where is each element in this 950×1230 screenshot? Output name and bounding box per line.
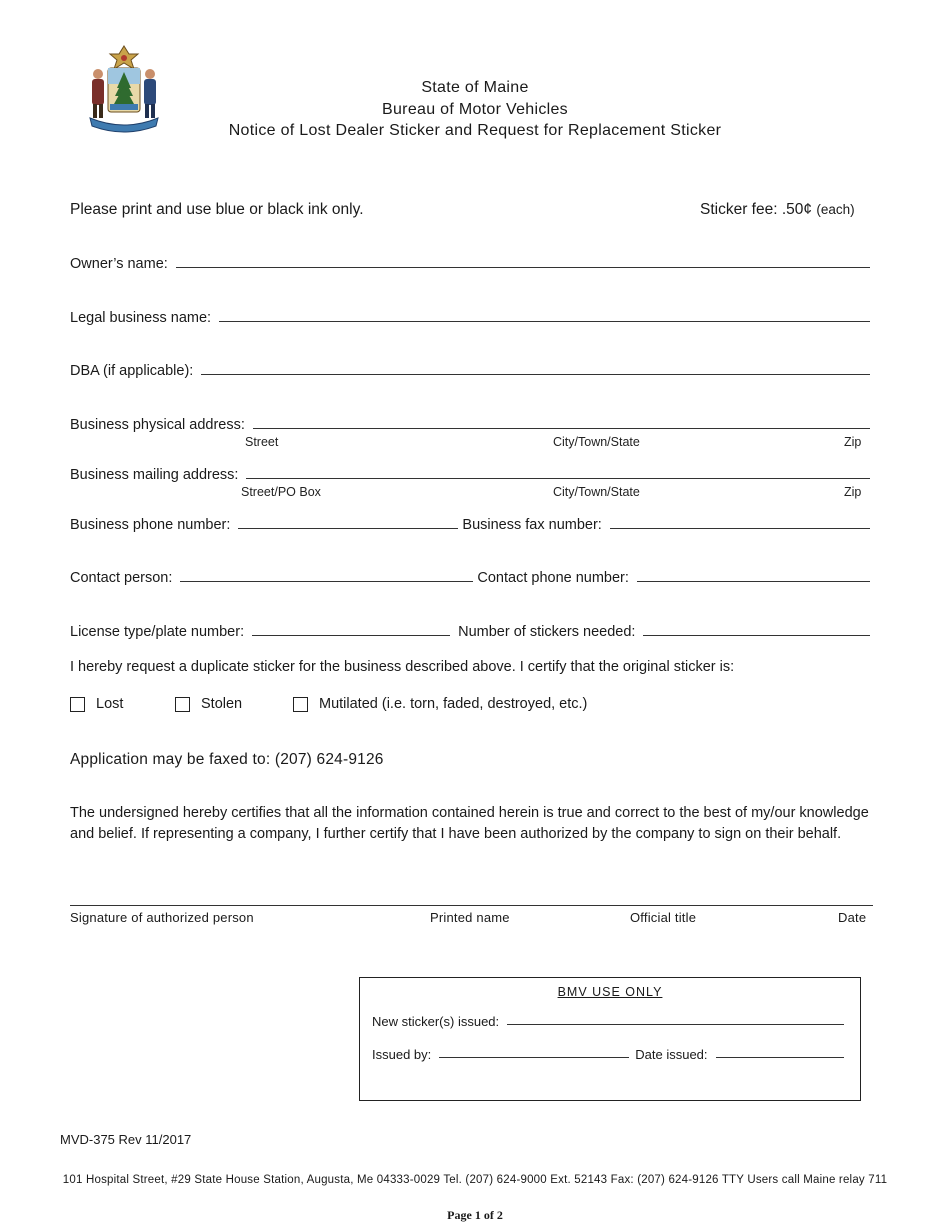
legal-business-name-label: Legal business name: — [70, 310, 212, 326]
legal-business-name-field[interactable] — [219, 320, 870, 322]
sticker-status-options — [70, 696, 587, 712]
footer-address: 101 Hospital Street, #29 State House Station, Augusta, Me 04333-0029 Tel. (207) 624-9000 Ext. 52143 Fax: (207) 624-9126 TTY Users call Maine relay 711 — [62, 1174, 888, 1186]
mailing-city-caption: City/Town/State — [553, 485, 640, 499]
stolen-option[interactable] — [175, 696, 293, 712]
mailing-address-row — [70, 467, 872, 483]
mutilated-option[interactable] — [293, 696, 587, 712]
owner-name-label: Owner’s name: — [70, 256, 168, 272]
header-state: State of Maine — [421, 79, 529, 96]
signature-line[interactable] — [70, 905, 873, 906]
form-number: MVD-375 Rev 11/2017 — [60, 1132, 192, 1147]
header-form-title: Notice of Lost Dealer Sticker and Request for Replacement Sticker — [228, 122, 722, 139]
license-row — [70, 624, 872, 640]
physical-city-caption: City/Town/State — [553, 435, 640, 449]
business-phone-label: Business phone number: — [70, 517, 231, 533]
num-stickers-label: Number of stickers needed: — [458, 624, 636, 640]
dba-field[interactable] — [201, 373, 870, 375]
contact-person-label: Contact person: — [70, 570, 173, 586]
new-stickers-row — [372, 1014, 846, 1029]
mailing-street-caption: Street/PO Box — [241, 485, 321, 499]
num-stickers-field[interactable] — [643, 634, 870, 636]
form-header — [150, 77, 800, 142]
certification-text: The undersigned hereby certifies that all the information contained herein is true and correct to the best of my/our knowledge and belief. If representing a company, I further certify that I have been authorized by the company to sign on their behalf. — [70, 805, 869, 842]
fee-unit: (each) — [816, 202, 855, 217]
bmv-use-only-box — [359, 977, 861, 1101]
license-type-field[interactable] — [252, 634, 450, 636]
header-bureau: Bureau of Motor Vehicles — [382, 100, 568, 118]
issued-by-field[interactable] — [439, 1056, 629, 1058]
physical-address-label: Business physical address: — [70, 417, 245, 433]
mailing-address-label: Business mailing address: — [70, 467, 239, 483]
sticker-fee — [700, 201, 855, 219]
fax-note: Application may be faxed to: (207) 624-9126 — [70, 751, 384, 768]
phone-fax-row — [70, 517, 872, 533]
bmv-title — [360, 985, 860, 999]
date-issued-field[interactable] — [716, 1056, 844, 1058]
dba-label: DBA (if applicable): — [70, 363, 194, 379]
lost-label: Lost — [96, 696, 124, 712]
lost-option[interactable] — [70, 696, 175, 712]
contact-row — [70, 570, 872, 586]
printed-name-label: Printed name — [430, 910, 510, 925]
fee-label: Sticker fee: — [700, 201, 778, 218]
contact-person-field[interactable] — [180, 580, 473, 582]
owner-name-row — [70, 256, 872, 272]
mutilated-label: Mutilated (i.e. torn, faded, destroyed, etc.) — [319, 696, 588, 712]
new-stickers-field[interactable] — [507, 1023, 844, 1025]
fee-amount: .50¢ — [781, 201, 813, 218]
business-phone-field[interactable] — [238, 527, 458, 529]
request-statement: I hereby request a duplicate sticker for the business described above. I certify that the original sticker is: — [70, 659, 735, 675]
business-fax-label: Business fax number: — [462, 517, 602, 533]
business-fax-field[interactable] — [610, 527, 870, 529]
physical-address-row — [70, 417, 872, 433]
physical-street-caption: Street — [245, 435, 279, 449]
issued-by-label: Issued by: — [372, 1047, 432, 1062]
dba-row — [70, 363, 872, 379]
official-title-label: Official title — [630, 910, 697, 925]
stolen-label: Stolen — [201, 696, 243, 712]
physical-zip-caption: Zip — [844, 435, 862, 449]
ink-instructions: Please print and use blue or black ink only. — [70, 201, 364, 218]
date-label: Date — [838, 910, 867, 925]
new-stickers-label: New sticker(s) issued: — [372, 1014, 500, 1029]
owner-name-field[interactable] — [176, 266, 870, 268]
lost-checkbox[interactable] — [70, 697, 85, 712]
license-type-label: License type/plate number: — [70, 624, 245, 640]
signature-label: Signature of authorized person — [70, 910, 254, 925]
contact-phone-field[interactable] — [637, 580, 870, 582]
mailing-address-field[interactable] — [246, 477, 870, 479]
physical-address-field[interactable] — [253, 427, 870, 429]
issued-row — [372, 1047, 846, 1062]
bmv-title-text: BMV USE ONLY — [557, 985, 663, 999]
date-issued-label: Date issued: — [635, 1047, 708, 1062]
stolen-checkbox[interactable] — [175, 697, 190, 712]
mailing-zip-caption: Zip — [844, 485, 862, 499]
mutilated-checkbox[interactable] — [293, 697, 308, 712]
legal-business-name-row — [70, 310, 872, 326]
contact-phone-label: Contact phone number: — [477, 570, 629, 586]
page-number: Page 1 of 2 — [447, 1208, 503, 1222]
